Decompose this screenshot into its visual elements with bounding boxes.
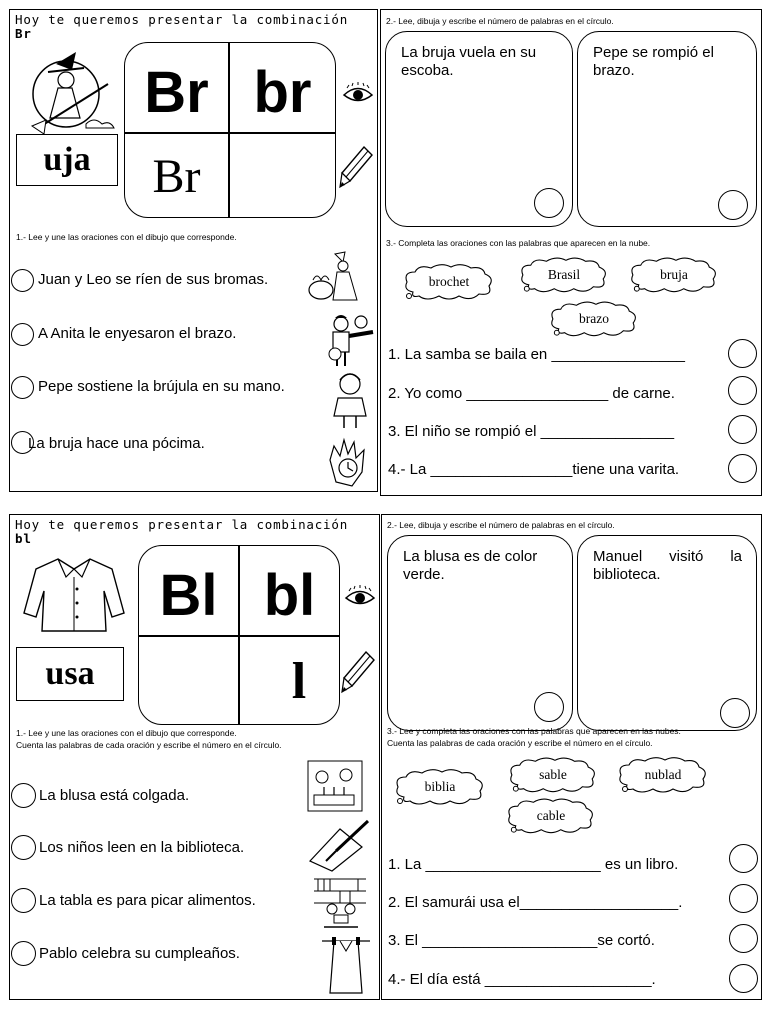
bl-grid-lower-sans: bl bbox=[263, 562, 316, 628]
bl-intro-heading bbox=[15, 518, 348, 546]
bl-fill-circle-4[interactable] bbox=[729, 964, 758, 993]
bl-draw-box-2-text: Manuel visitó la biblioteca. bbox=[593, 548, 742, 583]
br-word-box-text: uja bbox=[43, 141, 91, 178]
br-grid-lower-sans: br bbox=[253, 59, 312, 125]
bl-exercise2-instruction: 2.- Lee, dibuja y escribe el número de palabras en el círculo. bbox=[387, 520, 615, 530]
br-exercise1-instruction: 1.- Lee y une las oraciones con el dibujo que corresponde. bbox=[16, 232, 237, 242]
bl-sentence-circle-4[interactable] bbox=[11, 941, 36, 966]
br-fill-sentence-1: 1. La samba se baila en ________________ bbox=[388, 346, 685, 363]
br-grid-empty-cell bbox=[230, 135, 335, 217]
bl-word-box bbox=[16, 647, 124, 701]
br-intro-panel bbox=[9, 9, 378, 492]
bl-word-box-text: usa bbox=[45, 655, 95, 692]
bl-grid-empty-cell bbox=[139, 638, 238, 724]
witch-cauldron-picture bbox=[307, 250, 369, 306]
br-sentence-3: Pepe sostiene la brújula en su mano. bbox=[38, 378, 285, 395]
bl-draw-box-1-circle[interactable] bbox=[534, 692, 564, 722]
bl-fill-circle-3[interactable] bbox=[729, 924, 758, 953]
bl-grid-lower-serif: l bbox=[291, 652, 307, 710]
bl-fill-circle-2[interactable] bbox=[729, 884, 758, 913]
br-cloud-1 bbox=[401, 262, 497, 302]
bl-draw-box-1-text: La blusa es de color verde. bbox=[403, 548, 538, 583]
library-children-picture bbox=[310, 875, 370, 931]
br-fill-circle-2[interactable] bbox=[728, 376, 757, 405]
br-sentence-circle-1[interactable] bbox=[11, 269, 34, 292]
br-draw-box-2-circle[interactable] bbox=[718, 190, 748, 220]
eye-icon-bl bbox=[344, 585, 376, 609]
br-draw-box-1[interactable] bbox=[385, 31, 573, 227]
bl-cloud-2 bbox=[506, 755, 600, 795]
bl-exercise1-instruction: 1.- Lee y une las oraciones con el dibujo que corresponde. bbox=[16, 728, 237, 738]
bl-cloud-4 bbox=[504, 795, 598, 837]
bl-exercises-panel bbox=[381, 514, 762, 1000]
br-sentence-circle-3[interactable] bbox=[11, 376, 34, 399]
br-cloud-4-word: brazo bbox=[579, 311, 609, 326]
bl-cloud-2-word: sable bbox=[539, 767, 567, 782]
bl-exercise3-instruction: 3.- Lee y completa las oraciones con las palabras que aparecen en las nubes. bbox=[387, 726, 681, 736]
pencil-icon-bl bbox=[340, 650, 376, 694]
br-cloud-4 bbox=[547, 298, 641, 340]
br-fill-sentence-4: 4.- La _________________tiene una varita. bbox=[388, 461, 680, 478]
br-draw-box-1-circle[interactable] bbox=[534, 188, 564, 218]
bl-sentence-circle-2[interactable] bbox=[11, 835, 36, 860]
bl-sentence-4: Pablo celebra su cumpleaños. bbox=[39, 945, 240, 962]
br-fill-circle-3[interactable] bbox=[728, 415, 757, 444]
br-sentence-4: La bruja hace una pócima. bbox=[28, 435, 205, 452]
bl-draw-box-1[interactable] bbox=[387, 535, 573, 731]
bl-fill-sentence-4: 4.- El día está ____________________. bbox=[388, 971, 656, 988]
br-draw-box-1-text: La bruja vuela en su escoba. bbox=[401, 44, 537, 79]
br-fill-circle-4[interactable] bbox=[728, 454, 757, 483]
cutting-board-picture bbox=[306, 817, 372, 873]
bl-grid-upper-sans: Bl bbox=[159, 562, 218, 628]
br-intro-combo: Br bbox=[15, 26, 32, 41]
bl-exercise1-instruction-2: Cuenta las palabras de cada oración y escribe el número en el círculo. bbox=[16, 740, 282, 750]
br-fill-sentence-3: 3. El niño se rompió el ________________ bbox=[388, 423, 675, 440]
bl-letter-grid bbox=[138, 545, 340, 725]
bl-fill-sentence-2: 2. El samurái usa el___________________. bbox=[388, 894, 683, 911]
br-sentence-1: Juan y Leo se ríen de sus bromas. bbox=[38, 271, 269, 288]
br-fill-sentence-2: 2. Yo como _________________ de carne. bbox=[388, 385, 675, 402]
bl-sentence-circle-3[interactable] bbox=[11, 888, 36, 913]
br-intro-title: Hoy te queremos presentar la combinación bbox=[15, 12, 349, 27]
bl-fill-sentence-1: 1. La _____________________ es un libro. bbox=[388, 856, 679, 873]
blouse-on-line-picture bbox=[320, 935, 372, 997]
br-draw-box-2-text: Pepe se rompió el brazo. bbox=[593, 44, 714, 79]
bl-sentence-3: La tabla es para picar alimentos. bbox=[39, 892, 256, 909]
br-fill-circle-1[interactable] bbox=[728, 339, 757, 368]
br-grid-upper-sans: Br bbox=[144, 59, 209, 125]
bl-sentence-1: La blusa está colgada. bbox=[39, 787, 190, 804]
bl-sentence-2: Los niños leen en la biblioteca. bbox=[39, 839, 245, 856]
bl-cloud-3 bbox=[614, 755, 712, 795]
bl-cloud-1 bbox=[392, 767, 488, 807]
bl-intro-panel bbox=[9, 514, 380, 1000]
br-cloud-2 bbox=[517, 255, 611, 295]
hand-compass-picture bbox=[322, 432, 374, 490]
br-cloud-1-word: brochet bbox=[428, 274, 470, 289]
br-draw-box-2[interactable] bbox=[577, 31, 757, 227]
bl-intro-title: Hoy te queremos presentar la combinación bbox=[15, 517, 349, 532]
bl-draw-box-2-circle[interactable] bbox=[720, 698, 750, 728]
br-sentence-circle-2[interactable] bbox=[11, 323, 34, 346]
br-exercises-panel bbox=[380, 9, 762, 496]
eye-icon bbox=[342, 82, 374, 106]
girl-picture bbox=[328, 370, 374, 430]
br-cloud-3-word: bruja bbox=[660, 267, 688, 282]
br-grid-upper-serif: Br bbox=[152, 149, 201, 203]
bl-cloud-1-word: biblia bbox=[424, 779, 456, 794]
bl-cloud-4-word: cable bbox=[536, 808, 566, 823]
bl-fill-sentence-3: 3. El _____________________se cortó. bbox=[388, 932, 655, 949]
pencil-icon bbox=[338, 145, 374, 189]
witch-icon bbox=[28, 48, 118, 136]
br-exercise2-instruction: 2.- Lee, dibuja y escribe el número de palabras en el círculo. bbox=[386, 16, 614, 26]
bl-draw-box-2[interactable] bbox=[577, 535, 757, 731]
br-cloud-3 bbox=[627, 255, 721, 295]
br-cloud-2-word: Brasil bbox=[547, 267, 581, 282]
boy-with-cast-picture bbox=[325, 310, 377, 368]
bl-cloud-3-word: nublad bbox=[644, 767, 682, 782]
bl-sentence-circle-1[interactable] bbox=[11, 783, 36, 808]
bl-fill-circle-1[interactable] bbox=[729, 844, 758, 873]
bl-intro-combo: bl bbox=[15, 531, 32, 546]
blouse-icon bbox=[22, 555, 126, 635]
birthday-party-picture bbox=[306, 759, 364, 813]
bl-exercise3-instruction-2: Cuenta las palabras de cada oración y escribe el número en el círculo. bbox=[387, 738, 653, 748]
br-sentence-2: A Anita le enyesaron el brazo. bbox=[38, 325, 237, 342]
br-exercise3-instruction: 3.- Completa las oraciones con las palabras que aparecen en la nube. bbox=[386, 238, 651, 248]
br-letter-grid bbox=[124, 42, 336, 218]
br-intro-heading bbox=[15, 13, 348, 41]
br-word-box bbox=[16, 134, 118, 186]
